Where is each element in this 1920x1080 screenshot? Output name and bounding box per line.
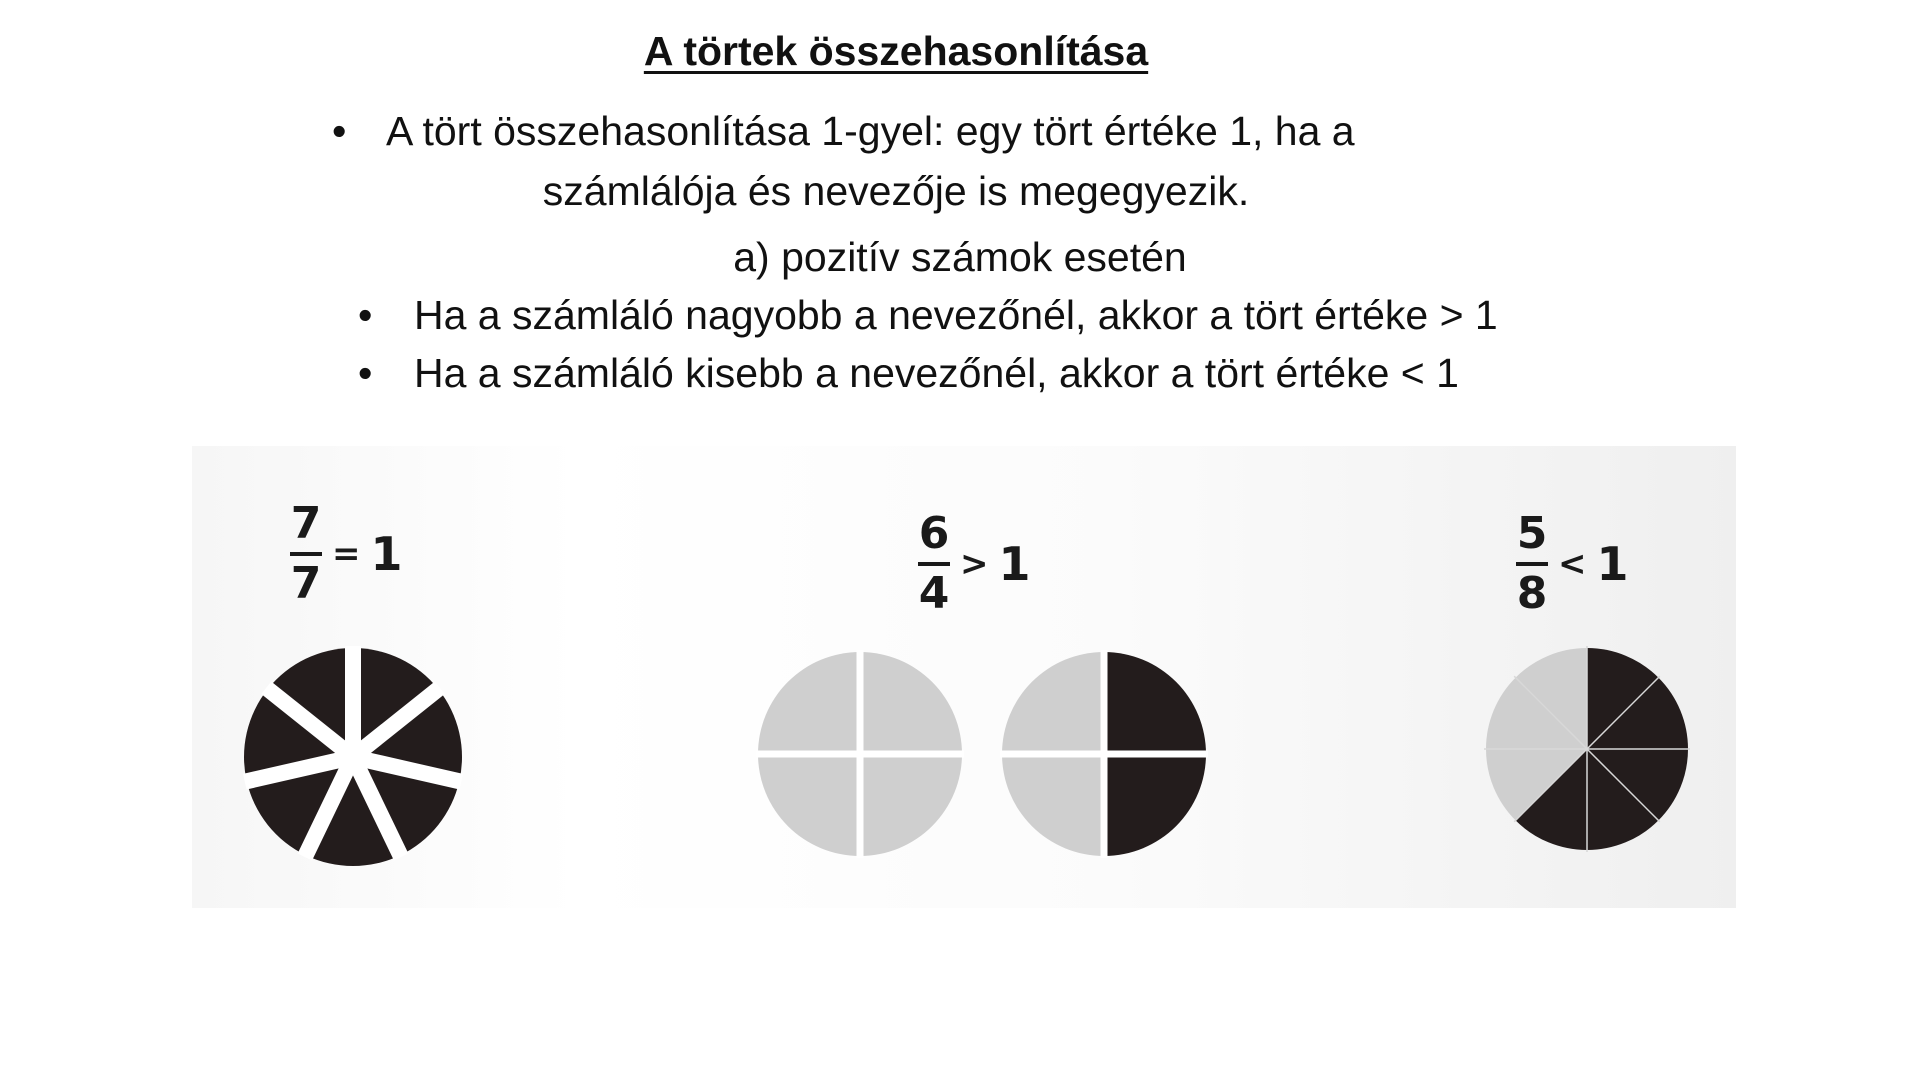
greater-than-sign: > [960,544,989,584]
fraction-bar [918,562,950,566]
fraction [1516,510,1548,618]
pie-four-quarters-light [756,650,964,858]
denominator: 4 [918,568,950,619]
numerator: 7 [290,498,322,549]
comparison-value: 1 [998,537,1031,591]
denominator: 8 [1516,568,1548,619]
page-title: A törtek összehasonlítása [643,28,1149,74]
pie-sector [1002,652,1104,754]
bullet-3-text: Ha a számláló kisebb a nevezőnél, akkor a tört értéke < 1 [414,350,1459,396]
fraction [290,500,322,608]
pie-sector [1104,754,1206,856]
equals-sign: = [332,534,361,574]
bullet-1-line-1: A tört összehasonlítása 1-gyel: egy tört értéke 1, ha a [386,108,1355,154]
pie-sector [1104,652,1206,754]
fraction-label-greater [918,510,1031,618]
pie-five-eighths [1484,646,1690,852]
comparison-value: 1 [1596,537,1629,591]
comparison-value: 1 [370,527,403,581]
pie-sector [758,652,860,754]
fraction-label-equal [290,500,403,608]
less-than-sign: < [1558,544,1587,584]
fraction [918,510,950,618]
pie-seven-sevenths [242,646,464,868]
pie-two-quarters-dark [1000,650,1208,858]
subheading: a) pozitív számok esetén [733,234,1187,280]
denominator: 7 [290,558,322,609]
numerator: 6 [918,508,950,559]
bullet-1-line-2: számlálója és nevezője is megegyezik. [542,168,1250,214]
fraction-label-less [1516,510,1629,618]
bullet-dot: • [358,350,373,396]
fraction-bar [290,552,322,556]
pie-sector [1002,754,1104,856]
numerator: 5 [1516,508,1548,559]
bullet-dot: • [358,292,373,338]
pie-sector [758,754,860,856]
fraction-bar [1516,562,1548,566]
pie-sector [860,652,962,754]
pie-sector [860,754,962,856]
bullet-dot: • [332,108,347,154]
bullet-2-text: Ha a számláló nagyobb a nevezőnél, akkor a tört értéke > 1 [414,292,1498,338]
